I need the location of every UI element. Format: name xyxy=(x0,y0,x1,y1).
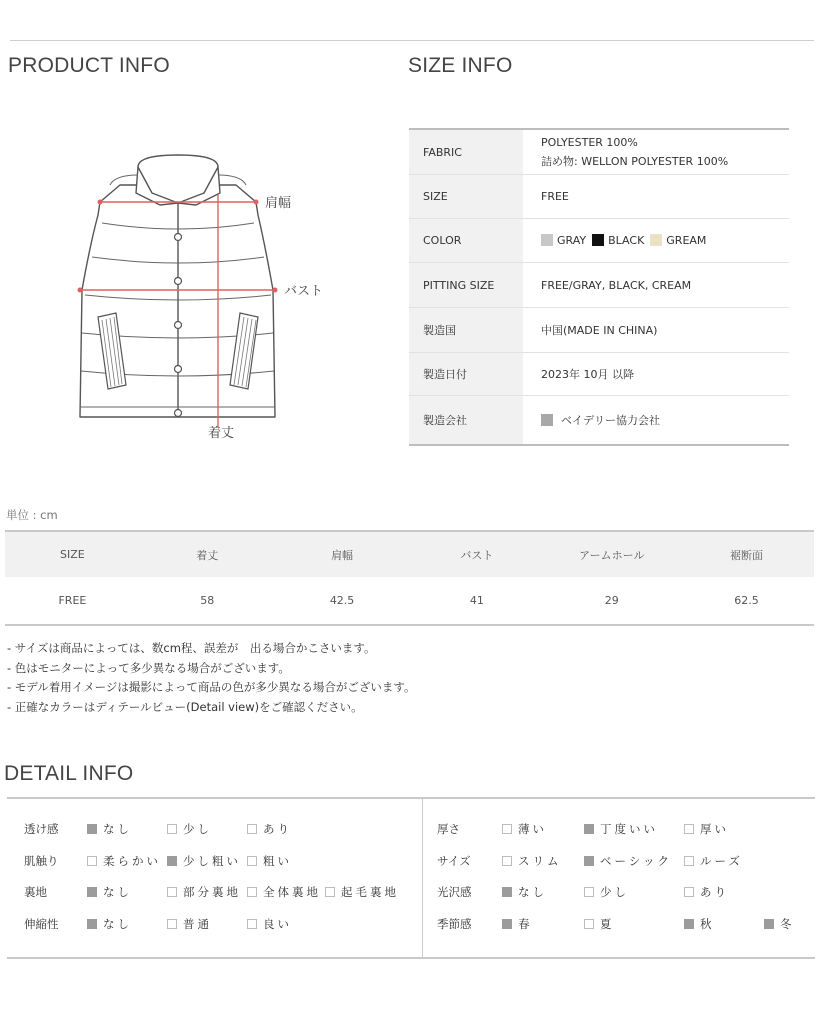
checked-box-icon xyxy=(87,919,97,929)
detail-option-label: なし xyxy=(103,917,132,931)
date-label: 製造日付 xyxy=(409,353,523,395)
detail-option xyxy=(584,916,615,932)
unchecked-box-icon xyxy=(167,887,177,897)
checked-box-icon xyxy=(502,887,512,897)
checked-box-icon xyxy=(584,856,594,866)
detail-option xyxy=(247,916,292,932)
color-gray: GRAY xyxy=(541,231,586,250)
detail-option xyxy=(684,821,729,837)
header-size: SIZE xyxy=(60,548,85,561)
detail-option-label: 全体裏地 xyxy=(263,885,321,899)
checked-box-icon xyxy=(502,919,512,929)
notes xyxy=(7,639,415,718)
cell-shoulder: 42.5 xyxy=(329,594,355,607)
detail-option-label: 良い xyxy=(263,917,292,931)
detail-option-label: スリム xyxy=(518,854,562,868)
right-detail-label: 光沢感 xyxy=(437,885,472,899)
left-detail-label: 裏地 xyxy=(24,885,47,899)
detail-info-heading: DETAIL INFO xyxy=(4,762,134,785)
pitting-size-row xyxy=(409,263,789,308)
date-row xyxy=(409,353,789,396)
header-bust: バスト xyxy=(460,548,494,562)
left-detail-label: 伸縮性 xyxy=(24,917,59,931)
size-info-table xyxy=(409,128,789,446)
fabric-value: POLYESTER 100% xyxy=(541,136,638,149)
country-value: 中国(MADE IN CHINA) xyxy=(541,323,658,337)
length-label: 着丈 xyxy=(208,426,235,441)
color-black: BLACK xyxy=(592,231,644,250)
detail-option xyxy=(684,916,715,932)
gray-swatch xyxy=(541,234,553,246)
unchecked-box-icon xyxy=(584,919,594,929)
detail-option-label: 少し粗い xyxy=(183,854,241,868)
top-divider xyxy=(10,40,814,41)
cream-swatch xyxy=(650,234,662,246)
right-detail-label: 季節感 xyxy=(437,917,472,931)
detail-option xyxy=(87,916,132,932)
detail-option-label: なし xyxy=(103,822,132,836)
detail-option-label: 厚い xyxy=(700,822,729,836)
checked-box-icon xyxy=(584,824,594,834)
unchecked-box-icon xyxy=(167,919,177,929)
detail-option xyxy=(247,853,292,869)
maker-row xyxy=(409,396,789,444)
right-detail-label: サイズ xyxy=(437,854,471,868)
country-label: 製造国 xyxy=(409,308,523,352)
detail-option xyxy=(167,853,241,869)
cell-hem: 62.5 xyxy=(734,594,759,607)
detail-option xyxy=(502,916,533,932)
detail-option xyxy=(87,884,132,900)
bust-label: バスト xyxy=(284,284,324,299)
left-detail-label: 透け感 xyxy=(24,822,59,836)
detail-option-label: 起毛裏地 xyxy=(341,885,399,899)
table-row xyxy=(5,577,814,624)
detail-option-label: 丁度いい xyxy=(600,822,658,836)
maker-value: ベイデリー協力会社 xyxy=(561,413,660,427)
left-detail-label: 肌触り xyxy=(24,854,59,868)
unchecked-box-icon xyxy=(325,887,335,897)
detail-option-label: なし xyxy=(103,885,132,899)
cell-length: 58 xyxy=(200,594,215,607)
shoulder-label: 肩幅 xyxy=(265,196,292,211)
detail-option xyxy=(87,821,132,837)
detail-option-label: 少し xyxy=(183,822,212,836)
detail-option xyxy=(764,916,795,932)
detail-divider xyxy=(422,799,423,957)
header-hem: 裾断面 xyxy=(730,548,764,562)
color-label: COLOR xyxy=(409,219,523,262)
note-line: - 正確なカラーはディテールビュー(Detail view)をご確認ください。 xyxy=(7,700,363,715)
header-length: 着丈 xyxy=(196,548,219,562)
fabric-label: FABRIC xyxy=(409,130,523,174)
size-label: SIZE xyxy=(409,175,523,218)
unchecked-box-icon xyxy=(247,824,257,834)
detail-option xyxy=(167,821,212,837)
detail-option-label: 柔らかい xyxy=(103,854,161,868)
fabric-row xyxy=(409,130,789,175)
detail-option xyxy=(502,821,547,837)
unchecked-box-icon xyxy=(247,856,257,866)
checked-box-icon xyxy=(167,856,177,866)
detail-option-label: ベーシック xyxy=(600,854,673,868)
country-row xyxy=(409,308,789,353)
detail-option-label: あり xyxy=(263,822,292,836)
color-cream: GREAM xyxy=(650,231,706,250)
detail-option xyxy=(502,853,562,869)
cell-bust: 41 xyxy=(469,594,484,607)
detail-option xyxy=(684,884,729,900)
detail-option-label: 普通 xyxy=(183,917,212,931)
cell-size: FREE xyxy=(58,594,87,607)
maker-square-icon xyxy=(541,414,553,426)
detail-option-label: 粗い xyxy=(263,854,292,868)
cell-armhole: 29 xyxy=(604,594,619,607)
note-line: - 色はモニターによって多少異なる場合がございます。 xyxy=(7,660,290,675)
detail-option xyxy=(325,884,399,900)
checked-box-icon xyxy=(684,919,694,929)
color-row xyxy=(409,219,789,263)
pitting-size-label: PITTING SIZE xyxy=(409,263,523,307)
detail-option xyxy=(247,821,292,837)
detail-option-label: ルーズ xyxy=(700,854,743,868)
black-swatch xyxy=(592,234,604,246)
product-info-heading: PRODUCT INFO xyxy=(8,54,170,77)
size-value: FREE xyxy=(541,190,569,203)
unchecked-box-icon xyxy=(502,824,512,834)
detail-option-label: 少し xyxy=(600,885,629,899)
measurement-header-row xyxy=(5,532,814,577)
detail-option xyxy=(502,884,547,900)
detail-info-panel xyxy=(7,797,815,959)
header-shoulder: 肩幅 xyxy=(331,548,354,562)
unchecked-box-icon xyxy=(247,919,257,929)
right-detail-label: 厚さ xyxy=(437,822,460,836)
maker-label: 製造会社 xyxy=(409,396,523,444)
detail-option xyxy=(584,821,658,837)
unchecked-box-icon xyxy=(684,824,694,834)
detail-option-label: なし xyxy=(518,885,547,899)
size-info-heading: SIZE INFO xyxy=(408,54,513,77)
size-row xyxy=(409,175,789,219)
detail-option-label: あり xyxy=(700,885,729,899)
checked-box-icon xyxy=(87,824,97,834)
detail-option-label: 夏 xyxy=(600,917,615,931)
note-line: - サイズは商品によっては、数cm程、誤差が 出る場合かこさいます。 xyxy=(7,641,376,655)
pitting-size-value: FREE/GRAY, BLACK, CREAM xyxy=(541,278,692,292)
detail-option xyxy=(87,853,161,869)
note-line: - モデル着用イメージは撮影によって商品の色が多少異なる場合がございます。 xyxy=(7,680,416,695)
unchecked-box-icon xyxy=(684,887,694,897)
detail-option xyxy=(584,853,672,869)
date-value: 2023年 10月 以降 xyxy=(541,367,634,381)
checked-box-icon xyxy=(764,919,774,929)
checked-box-icon xyxy=(87,887,97,897)
header-armhole: アームホール xyxy=(579,548,645,562)
unchecked-box-icon xyxy=(87,856,97,866)
unchecked-box-icon xyxy=(502,856,512,866)
unchecked-box-icon xyxy=(684,856,694,866)
detail-option-label: 薄い xyxy=(518,822,547,836)
detail-option xyxy=(247,884,321,900)
unchecked-box-icon xyxy=(584,887,594,897)
detail-option xyxy=(584,884,629,900)
detail-option-label: 春 xyxy=(518,917,533,931)
detail-option-label: 冬 xyxy=(780,917,795,931)
detail-option xyxy=(167,884,241,900)
detail-option-label: 秋 xyxy=(700,917,715,931)
measurement-table xyxy=(5,530,814,626)
detail-option xyxy=(167,916,212,932)
filling-value: 詰め物: WELLON POLYESTER 100% xyxy=(541,155,729,168)
unchecked-box-icon xyxy=(247,887,257,897)
unit-label: 単位 : cm xyxy=(6,508,58,522)
detail-option-label: 部分裏地 xyxy=(183,885,241,899)
unchecked-box-icon xyxy=(167,824,177,834)
detail-option xyxy=(684,853,743,869)
